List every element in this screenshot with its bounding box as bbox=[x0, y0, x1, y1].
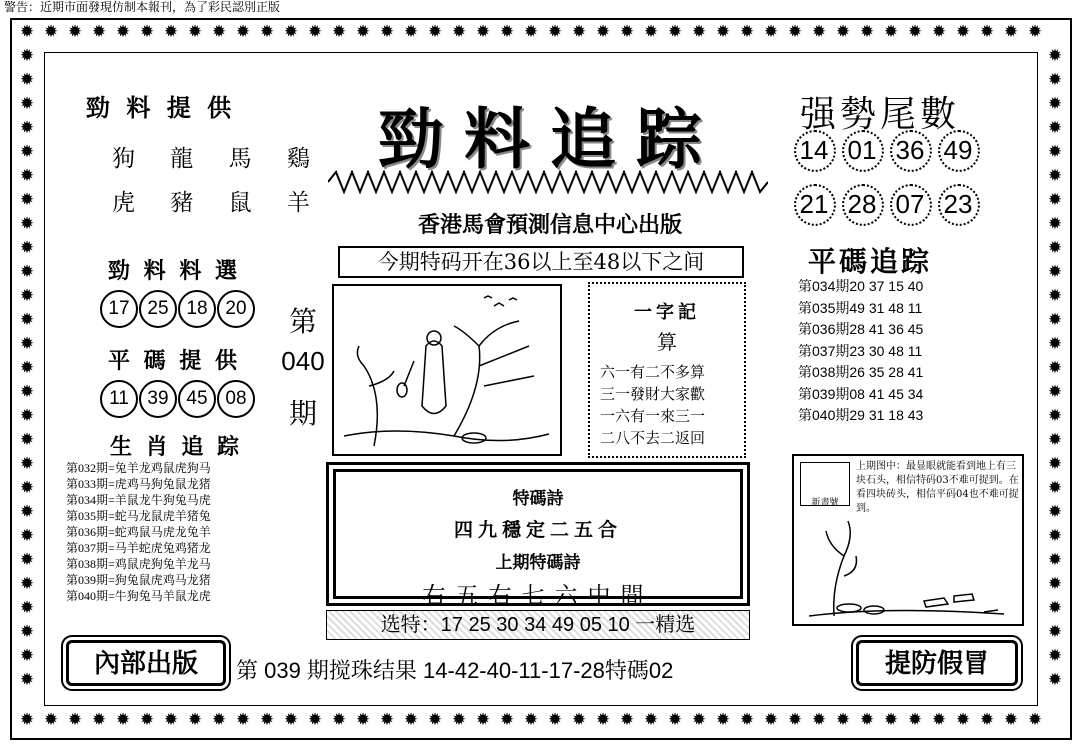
sun-ornament: ✹ bbox=[211, 22, 227, 42]
sun-ornament: ✹ bbox=[283, 710, 299, 730]
sun-ornament: ✹ bbox=[19, 550, 35, 570]
sun-ornament: ✹ bbox=[811, 710, 827, 730]
sun-ornament: ✹ bbox=[667, 710, 683, 730]
left-title: 勁 料 提 供 bbox=[86, 93, 236, 122]
sun-ornament: ✹ bbox=[859, 22, 875, 42]
sun-ornament: ✹ bbox=[835, 22, 851, 42]
flat-num: 08 bbox=[217, 380, 255, 418]
main-title: 勁料追踪 bbox=[378, 100, 722, 178]
sun-ornament: ✹ bbox=[139, 22, 155, 42]
sun-ornament: ✹ bbox=[883, 710, 899, 730]
sun-ornament: ✹ bbox=[451, 22, 467, 42]
sun-ornament: ✹ bbox=[1047, 214, 1063, 234]
sun-ornament: ✹ bbox=[571, 22, 587, 42]
riddle-box bbox=[588, 282, 746, 458]
tail-num: 49 bbox=[934, 128, 982, 172]
sun-ornament: ✹ bbox=[19, 166, 35, 186]
sun-ornament: ✹ bbox=[1027, 710, 1043, 730]
sun-ornament: ✹ bbox=[19, 142, 35, 162]
result-line: 第 039 期搅珠结果 14-42-40-11-17-28特碼02 bbox=[236, 658, 674, 683]
sun-ornament: ✹ bbox=[1047, 646, 1063, 666]
zodiac-track-row: 第035期=蛇马龙鼠虎羊猪兔 bbox=[66, 509, 211, 523]
zodiac-track-row: 第037期=马羊蛇虎兔鸡猪龙 bbox=[66, 541, 211, 555]
tail-num: 01 bbox=[838, 128, 886, 172]
flat-track-row: 第039期08 41 45 34 bbox=[798, 385, 924, 402]
range-box: 今期特码开在36以上至48以下之间 bbox=[338, 246, 744, 278]
sun-ornament: ✹ bbox=[595, 710, 611, 730]
sun-ornament: ✹ bbox=[163, 22, 179, 42]
sun-ornament: ✹ bbox=[883, 22, 899, 42]
select-num: 18 bbox=[178, 290, 216, 328]
select-nums bbox=[100, 290, 256, 328]
sun-ornament: ✹ bbox=[211, 710, 227, 730]
sun-ornament: ✹ bbox=[187, 22, 203, 42]
sun-ornament: ✹ bbox=[19, 502, 35, 522]
sun-ornament: ✹ bbox=[19, 334, 35, 354]
sun-ornament: ✹ bbox=[91, 710, 107, 730]
sun-ornament: ✹ bbox=[979, 710, 995, 730]
sun-ornament: ✹ bbox=[1047, 478, 1063, 498]
zodiac-track-row: 第038期=鸡鼠虎狗兔羊龙马 bbox=[66, 557, 211, 571]
sun-ornament: ✹ bbox=[19, 526, 35, 546]
sun-ornament: ✹ bbox=[427, 22, 443, 42]
sun-ornament: ✹ bbox=[547, 22, 563, 42]
sun-ornament: ✹ bbox=[19, 670, 35, 690]
sun-ornament: ✹ bbox=[1047, 310, 1063, 330]
zodiac-track-row: 第033期=虎鸡马狗兔鼠龙猪 bbox=[66, 477, 211, 491]
sun-ornament: ✹ bbox=[19, 430, 35, 450]
zodiac-track-row: 第034期=羊鼠龙牛狗兔马虎 bbox=[66, 493, 211, 507]
sun-ornament: ✹ bbox=[1047, 382, 1063, 402]
sun-ornament: ✹ bbox=[691, 22, 707, 42]
sun-ornament: ✹ bbox=[691, 710, 707, 730]
sun-ornament: ✹ bbox=[19, 574, 35, 594]
sun-ornament: ✹ bbox=[235, 710, 251, 730]
sun-ornament: ✹ bbox=[19, 358, 35, 378]
flat-track-title: 平碼追踪 bbox=[808, 245, 933, 278]
sun-ornament: ✹ bbox=[19, 310, 35, 330]
sun-ornament: ✹ bbox=[379, 710, 395, 730]
zodiac-track-row: 第032期=兔羊龙鸡鼠虎狗马 bbox=[66, 461, 211, 475]
sun-ornament: ✹ bbox=[1047, 550, 1063, 570]
special-poem-title: 特碼詩 bbox=[512, 489, 564, 509]
lady-tree-illustration bbox=[334, 286, 560, 454]
flat-num: 45 bbox=[178, 380, 216, 418]
sun-ornament: ✹ bbox=[643, 22, 659, 42]
sun-ornament: ✹ bbox=[1047, 598, 1063, 618]
sun-ornament: ✹ bbox=[619, 22, 635, 42]
sun-ornament: ✹ bbox=[1047, 94, 1063, 114]
sun-ornament: ✹ bbox=[235, 22, 251, 42]
sun-ornament: ✹ bbox=[931, 22, 947, 42]
sun-ornament: ✹ bbox=[1047, 190, 1063, 210]
flat-provide-nums bbox=[100, 380, 256, 418]
sun-ornament: ✹ bbox=[979, 22, 995, 42]
sun-ornament: ✹ bbox=[1047, 430, 1063, 450]
tail-num: 28 bbox=[838, 182, 886, 226]
riddle-title: 一字記 bbox=[634, 302, 700, 323]
sun-ornament: ✹ bbox=[43, 710, 59, 730]
zodiac-track-title: 生 肖 追 踪 bbox=[110, 434, 242, 460]
strong-tail-title: 强勢尾數 bbox=[800, 94, 961, 135]
riddle-answer: 算 bbox=[657, 330, 677, 354]
special-poem-line: 四九穩定二五合 bbox=[453, 519, 622, 541]
sun-ornament: ✹ bbox=[1047, 238, 1063, 258]
tail-num: 07 bbox=[886, 182, 934, 226]
sun-ornament: ✹ bbox=[355, 22, 371, 42]
sun-ornament: ✹ bbox=[19, 46, 35, 66]
sun-ornament: ✹ bbox=[283, 22, 299, 42]
sun-ornament: ✹ bbox=[811, 22, 827, 42]
riddle-line: 二八不去二返回 bbox=[600, 429, 706, 447]
sun-ornament: ✹ bbox=[1047, 118, 1063, 138]
sun-ornament: ✹ bbox=[835, 710, 851, 730]
select-num: 25 bbox=[139, 290, 177, 328]
riddle-line: 一六有一來三一 bbox=[600, 407, 706, 425]
sun-ornament: ✹ bbox=[19, 710, 35, 730]
logo-caption: 新書號 bbox=[800, 462, 850, 506]
sun-ornament: ✹ bbox=[19, 286, 35, 306]
issue-qi: 期 bbox=[288, 397, 317, 430]
sun-ornament: ✹ bbox=[1047, 502, 1063, 522]
sun-ornament: ✹ bbox=[523, 22, 539, 42]
sun-ornament: ✹ bbox=[91, 22, 107, 42]
sun-ornament: ✹ bbox=[499, 710, 515, 730]
flat-track-row: 第035期49 31 48 11 bbox=[798, 299, 923, 316]
sun-ornament: ✹ bbox=[19, 478, 35, 498]
zodiac-track-list bbox=[66, 460, 211, 604]
zodiac-row-2: 虎 豬 鼠 羊 bbox=[112, 190, 324, 216]
flat-num: 39 bbox=[139, 380, 177, 418]
sun-ornament: ✹ bbox=[931, 710, 947, 730]
sun-ornament: ✹ bbox=[331, 22, 347, 42]
flat-track-row: 第034期20 37 15 40 bbox=[798, 278, 924, 294]
sun-ornament: ✹ bbox=[19, 454, 35, 474]
sun-ornament: ✹ bbox=[1047, 46, 1063, 66]
sun-ornament: ✹ bbox=[643, 710, 659, 730]
sun-ornament: ✹ bbox=[523, 710, 539, 730]
stones-illustration bbox=[804, 516, 1014, 621]
zodiac-track-row: 第039期=狗兔鼠虎鸡马龙猪 bbox=[66, 573, 211, 587]
sun-ornament: ✹ bbox=[355, 710, 371, 730]
sun-ornament: ✹ bbox=[115, 710, 131, 730]
sun-ornament: ✹ bbox=[763, 710, 779, 730]
issue-di: 第 bbox=[288, 305, 317, 338]
strong-tail-row-2 bbox=[790, 182, 982, 226]
sun-ornament: ✹ bbox=[739, 22, 755, 42]
sun-ornament: ✹ bbox=[667, 22, 683, 42]
hint-box bbox=[792, 454, 1024, 626]
fake-warning-label: 提防假冒 bbox=[856, 640, 1018, 686]
select-title: 勁 料 料 選 bbox=[108, 258, 240, 284]
riddle-line: 六一有二不多算 bbox=[600, 363, 706, 381]
sun-ornament: ✹ bbox=[19, 22, 35, 42]
sun-ornament: ✹ bbox=[1003, 22, 1019, 42]
sun-ornament: ✹ bbox=[787, 710, 803, 730]
tail-num: 23 bbox=[934, 182, 982, 226]
tail-num: 21 bbox=[790, 182, 838, 226]
zigzag-divider bbox=[328, 170, 768, 194]
sun-ornament: ✹ bbox=[595, 22, 611, 42]
sun-ornament: ✹ bbox=[163, 710, 179, 730]
special-poem-box bbox=[326, 462, 750, 609]
sun-ornament: ✹ bbox=[475, 22, 491, 42]
hint-text: 上期图中：最显眼就能看到地上有三块石头，相信特码03不难可捉到。在看四块砖头，相信平码04也不难可捉到。 bbox=[856, 461, 1019, 514]
internal-label: 內部出版 bbox=[66, 640, 226, 686]
sun-ornament: ✹ bbox=[907, 22, 923, 42]
sun-ornament: ✹ bbox=[1047, 574, 1063, 594]
sun-ornament: ✹ bbox=[19, 622, 35, 642]
flat-provide-title: 平 碼 提 供 bbox=[108, 348, 240, 374]
sun-ornament: ✹ bbox=[19, 94, 35, 114]
sun-ornament: ✹ bbox=[307, 710, 323, 730]
sun-ornament: ✹ bbox=[19, 214, 35, 234]
sun-ornament: ✹ bbox=[715, 710, 731, 730]
sun-ornament: ✹ bbox=[547, 710, 563, 730]
flat-num: 11 bbox=[100, 380, 138, 418]
strong-tail-row-1 bbox=[790, 128, 982, 172]
tail-num: 14 bbox=[790, 128, 838, 172]
sun-ornament: ✹ bbox=[43, 22, 59, 42]
sun-ornament: ✹ bbox=[19, 598, 35, 618]
sun-ornament: ✹ bbox=[1047, 286, 1063, 306]
flat-track-row: 第037期23 30 48 11 bbox=[798, 342, 923, 359]
sun-ornament: ✹ bbox=[19, 118, 35, 138]
sun-ornament: ✹ bbox=[1047, 670, 1063, 690]
sun-ornament: ✹ bbox=[19, 406, 35, 426]
sun-ornament: ✹ bbox=[427, 710, 443, 730]
sun-ornament: ✹ bbox=[955, 710, 971, 730]
sun-ornament: ✹ bbox=[403, 710, 419, 730]
flat-track-list bbox=[798, 276, 923, 427]
illustration-frame bbox=[332, 284, 562, 456]
select-num: 17 bbox=[100, 290, 138, 328]
sun-ornament: ✹ bbox=[619, 710, 635, 730]
sun-ornament: ✹ bbox=[67, 710, 83, 730]
last-poem-line: 右五右七六中間 bbox=[422, 583, 654, 609]
subtitle: 香港馬會預測信息中心出版 bbox=[417, 212, 682, 238]
sun-ornament: ✹ bbox=[955, 22, 971, 42]
riddle-line: 三一發財大家歡 bbox=[600, 385, 706, 403]
sun-ornament: ✹ bbox=[19, 70, 35, 90]
sun-ornament: ✹ bbox=[739, 710, 755, 730]
sun-ornament: ✹ bbox=[1047, 334, 1063, 354]
sun-ornament: ✹ bbox=[259, 710, 275, 730]
sun-ornament: ✹ bbox=[475, 710, 491, 730]
warning-text: 警告：近期市面發現仿制本報刊，為了彩民認別正版 bbox=[4, 0, 281, 14]
sun-ornament: ✹ bbox=[1047, 406, 1063, 426]
sun-ornament: ✹ bbox=[19, 382, 35, 402]
flat-track-row: 第040期29 31 18 43 bbox=[798, 407, 924, 423]
sun-ornament: ✹ bbox=[19, 238, 35, 258]
sun-ornament: ✹ bbox=[403, 22, 419, 42]
sun-ornament: ✹ bbox=[907, 710, 923, 730]
sun-ornament: ✹ bbox=[139, 710, 155, 730]
sun-ornament: ✹ bbox=[1047, 454, 1063, 474]
sun-ornament: ✹ bbox=[1047, 358, 1063, 378]
sun-ornament: ✹ bbox=[379, 22, 395, 42]
sun-ornament: ✹ bbox=[1047, 622, 1063, 642]
last-poem-title: 上期特碼詩 bbox=[495, 553, 581, 573]
sun-ornament: ✹ bbox=[1047, 70, 1063, 90]
sun-ornament: ✹ bbox=[259, 22, 275, 42]
sun-ornament: ✹ bbox=[1047, 262, 1063, 282]
zodiac-track-row: 第040期=牛狗兔马羊鼠龙虎 bbox=[66, 589, 211, 603]
sun-ornament: ✹ bbox=[787, 22, 803, 42]
flat-track-row: 第036期28 41 36 45 bbox=[798, 321, 924, 337]
tail-num: 36 bbox=[886, 128, 934, 172]
sun-ornament: ✹ bbox=[1003, 710, 1019, 730]
sun-ornament: ✹ bbox=[499, 22, 515, 42]
select-num: 20 bbox=[217, 290, 255, 328]
sun-ornament: ✹ bbox=[1047, 142, 1063, 162]
zodiac-row-1: 狗 龍 馬 鷄 bbox=[112, 146, 324, 172]
issue-number: 040 bbox=[281, 346, 325, 376]
sun-ornament: ✹ bbox=[19, 190, 35, 210]
sun-ornament: ✹ bbox=[451, 710, 467, 730]
sun-ornament: ✹ bbox=[67, 22, 83, 42]
sun-ornament: ✹ bbox=[331, 710, 347, 730]
sun-ornament: ✹ bbox=[19, 262, 35, 282]
sun-ornament: ✹ bbox=[19, 646, 35, 666]
sun-ornament: ✹ bbox=[715, 22, 731, 42]
flat-track-row: 第038期26 35 28 41 bbox=[798, 364, 924, 380]
sun-ornament: ✹ bbox=[1047, 526, 1063, 546]
sun-ornament: ✹ bbox=[187, 710, 203, 730]
sun-ornament: ✹ bbox=[1047, 166, 1063, 186]
sun-ornament: ✹ bbox=[571, 710, 587, 730]
sun-ornament: ✹ bbox=[307, 22, 323, 42]
sun-ornament: ✹ bbox=[859, 710, 875, 730]
sun-ornament: ✹ bbox=[1027, 22, 1043, 42]
zodiac-track-row: 第036期=蛇鸡鼠马虎龙兔羊 bbox=[66, 525, 211, 539]
sun-ornament: ✹ bbox=[115, 22, 131, 42]
pick-line: 选特：17 25 30 34 49 05 10 一精选 bbox=[326, 610, 750, 640]
sun-ornament: ✹ bbox=[763, 22, 779, 42]
